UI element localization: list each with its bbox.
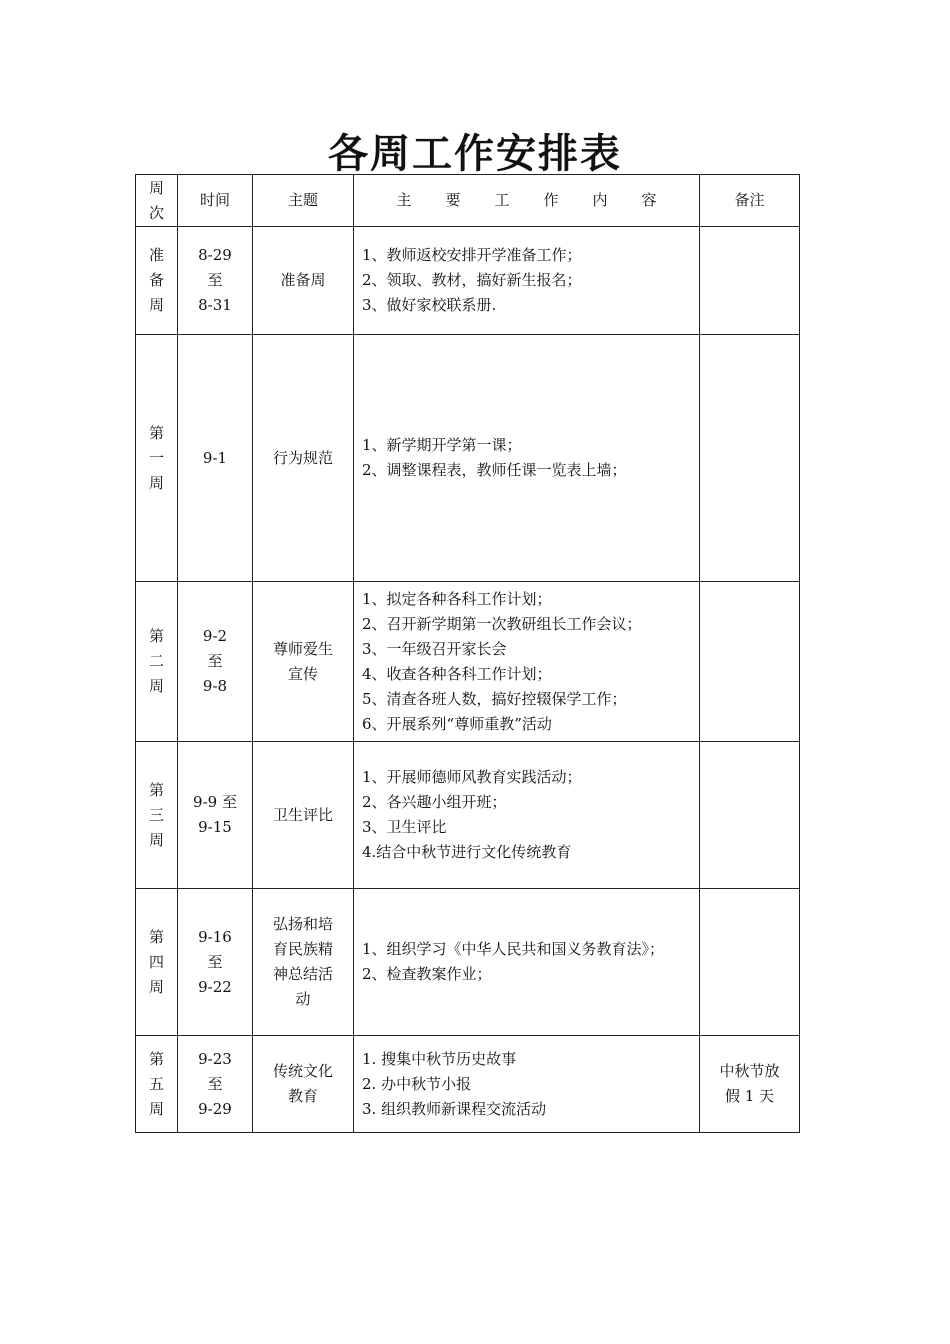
time-cell-line: 9-2 — [202, 627, 228, 645]
content-cell-line: 2、各兴趣小组开班； — [362, 793, 507, 811]
content-cell-line: 2. 办中秋节小报 — [362, 1074, 472, 1093]
week-cell-line: 周 — [148, 677, 164, 695]
time-cell-line: 9-9 至 — [193, 793, 237, 811]
header-remarks: 备注 — [700, 175, 800, 227]
theme-cell-line: 准备周 — [280, 271, 326, 289]
week-cell-line: 一 — [148, 448, 164, 467]
header-theme: 主题 — [253, 175, 354, 227]
week-cell-line: 周 — [148, 830, 164, 849]
week-cell — [136, 335, 178, 582]
content-cell-line: 1、组织学习《中华人民共和国义务教育法》； — [362, 940, 665, 958]
content-cell — [354, 1036, 700, 1133]
week-cell-line: 第 — [148, 627, 164, 645]
week-cell-line: 周 — [148, 977, 164, 996]
content-cell-line: 3、一年级召开家长会 — [362, 639, 507, 658]
table-row — [136, 227, 800, 335]
week-cell-line: 准 — [148, 246, 164, 264]
week-cell-line: 备 — [148, 271, 164, 289]
table-row — [136, 742, 800, 889]
week-cell-line: 第 — [148, 780, 164, 799]
theme-cell-line: 卫生评比 — [272, 805, 333, 824]
theme-cell-line: 传统文化 — [272, 1062, 333, 1080]
time-cell-line: 9-16 — [198, 927, 232, 946]
time-cell-line: 至 — [207, 271, 223, 289]
week-cell — [136, 1036, 178, 1133]
theme-cell-line: 弘扬和培 — [272, 915, 333, 933]
content-cell-line: 5、清查各班人数，搞好控辍保学工作； — [362, 689, 627, 708]
week-cell-line: 四 — [148, 952, 164, 971]
theme-cell — [253, 889, 354, 1036]
content-cell-line: 3. 组织教师新课程交流活动 — [362, 1099, 547, 1118]
table-row — [136, 1036, 800, 1133]
header-week — [136, 175, 178, 227]
time-cell — [178, 582, 253, 742]
week-cell-line: 周 — [148, 296, 164, 314]
header-row — [136, 175, 800, 227]
time-cell — [178, 1036, 253, 1133]
content-cell — [354, 227, 700, 335]
theme-cell-line: 教育 — [287, 1087, 318, 1105]
week-cell-line: 二 — [148, 652, 164, 670]
header-week-char: 周 — [148, 178, 164, 197]
remarks-cell-line: 中秋节放 — [719, 1062, 780, 1080]
content-cell-line: 2、召开新学期第一次教研组长工作会议； — [362, 614, 642, 633]
remarks-cell — [700, 335, 800, 582]
time-cell — [178, 335, 253, 582]
time-cell — [178, 889, 253, 1036]
time-cell-line: 8-29 — [198, 246, 232, 264]
content-cell-line: 1、新学期开学第一课； — [362, 436, 522, 454]
table-row — [136, 335, 800, 582]
week-cell-line: 第 — [148, 927, 164, 946]
theme-cell-line: 神总结活 — [272, 965, 333, 983]
content-cell-line: 1、拟定各种各科工作计划； — [362, 589, 552, 608]
content-cell-line: 6、开展系列“尊师重教”活动 — [362, 714, 552, 733]
week-cell-line: 第 — [148, 423, 164, 442]
theme-cell — [253, 227, 354, 335]
week-cell — [136, 582, 178, 742]
table-row — [136, 582, 800, 742]
time-cell-line: 9-8 — [202, 677, 228, 695]
time-cell-line: 至 — [207, 1074, 223, 1093]
week-cell — [136, 889, 178, 1036]
week-cell — [136, 227, 178, 335]
remarks-cell-line: 假 1 天 — [724, 1087, 775, 1105]
time-cell-line: 8-31 — [198, 296, 232, 314]
content-cell-line: 4.结合中秋节进行文化传统教育 — [362, 843, 572, 861]
page-title: 各周工作安排表 — [328, 131, 622, 177]
time-cell-line: 9-29 — [198, 1099, 232, 1118]
theme-cell-line: 宣传 — [287, 664, 318, 683]
theme-cell — [253, 742, 354, 889]
content-cell — [354, 742, 700, 889]
time-cell-line: 9-15 — [198, 818, 232, 836]
remarks-cell — [700, 227, 800, 335]
time-cell-line: 9-22 — [198, 977, 232, 996]
content-cell-line: 3、做好家校联系册. — [362, 296, 497, 314]
theme-cell-line: 行为规范 — [272, 448, 333, 467]
theme-cell — [253, 582, 354, 742]
content-cell — [354, 889, 700, 1036]
theme-cell-line: 育民族精 — [272, 940, 333, 958]
remarks-cell — [700, 1036, 800, 1133]
content-cell-line: 2、调整课程表，教师任课一览表上墙； — [362, 461, 627, 479]
content-cell-line: 2、领取、教材，搞好新生报名； — [362, 271, 582, 289]
week-cell-line: 周 — [148, 1099, 164, 1118]
table-row — [136, 889, 800, 1036]
theme-cell-line: 动 — [295, 990, 311, 1008]
time-cell-line: 9-23 — [198, 1049, 232, 1068]
content-cell-line: 3、卫生评比 — [362, 818, 447, 836]
time-cell-line: 至 — [207, 652, 223, 670]
time-cell — [178, 227, 253, 335]
week-cell-line: 第 — [148, 1049, 164, 1068]
time-cell-line: 9-1 — [202, 448, 228, 467]
header-week-char: 次 — [148, 203, 164, 222]
header-time: 时间 — [178, 175, 253, 227]
schedule-table — [135, 174, 800, 1133]
week-cell-line: 五 — [148, 1074, 164, 1093]
theme-cell — [253, 335, 354, 582]
time-cell-line: 至 — [207, 952, 223, 971]
week-cell-line: 周 — [148, 473, 164, 492]
header-content: 主要工作内容 — [354, 175, 700, 227]
remarks-cell — [700, 889, 800, 1036]
content-cell — [354, 335, 700, 582]
content-cell-line: 1、教师返校安排开学准备工作； — [362, 246, 582, 264]
theme-cell-line: 尊师爱生 — [272, 639, 333, 658]
remarks-cell — [700, 742, 800, 889]
content-cell-line: 1. 搜集中秋节历史故事 — [362, 1049, 517, 1068]
theme-cell — [253, 1036, 354, 1133]
week-cell — [136, 742, 178, 889]
content-cell-line: 2、检查教案作业； — [362, 965, 492, 983]
content-cell-line: 1、开展师德师风教育实践活动； — [362, 768, 582, 786]
time-cell — [178, 742, 253, 889]
remarks-cell — [700, 582, 800, 742]
content-cell-line: 4、收查各种各科工作计划； — [362, 664, 552, 683]
content-cell — [354, 582, 700, 742]
week-cell-line: 三 — [148, 805, 164, 824]
